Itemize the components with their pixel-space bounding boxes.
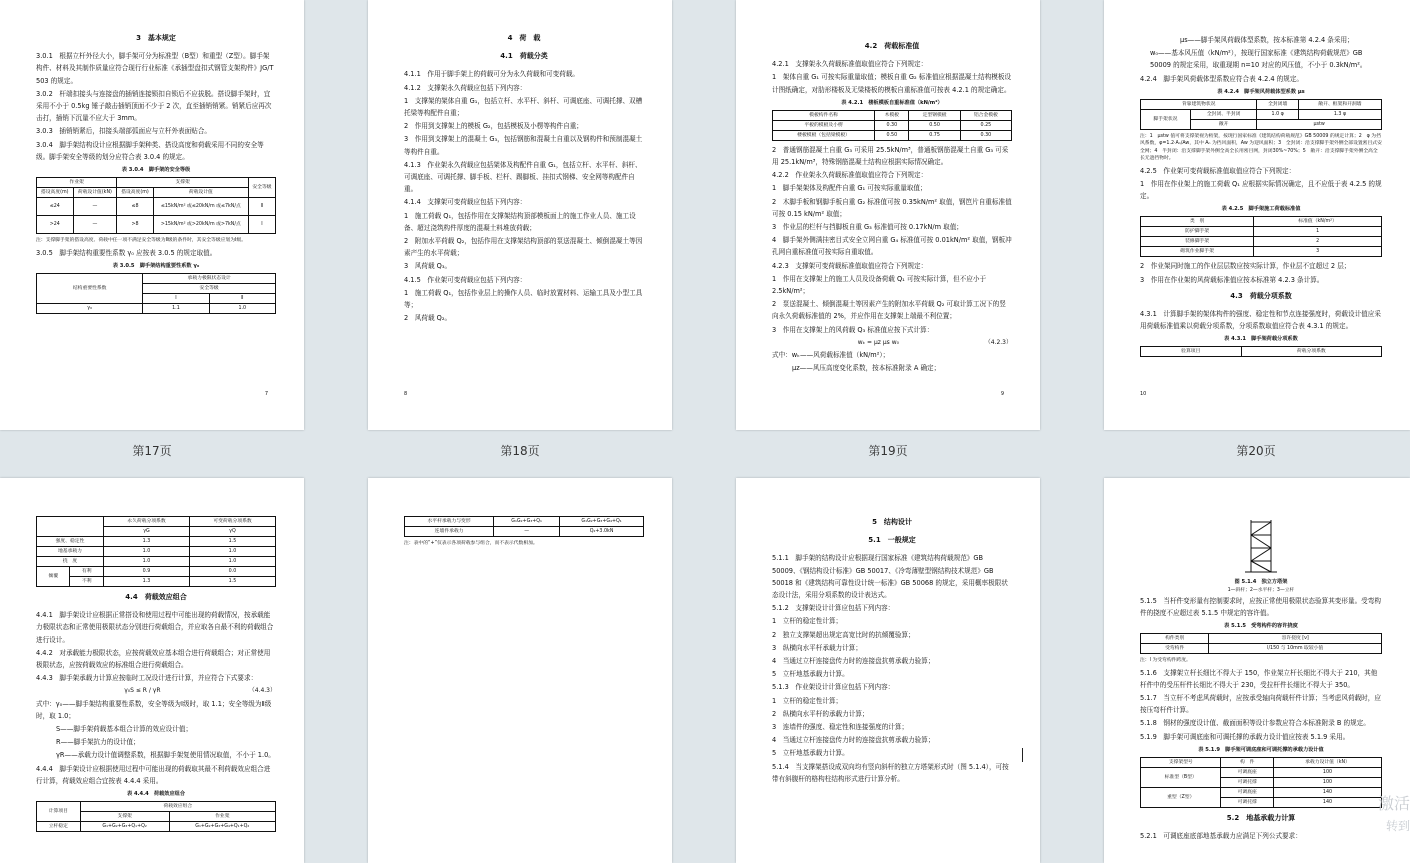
page-label[interactable]: 第17页 [132,444,172,458]
table-cell: Ⅱ [209,293,275,303]
table-cell: 1.3 [103,577,189,587]
table-cell: 可调托撑 [1221,797,1274,807]
table-cell: 搭设高度(m) [37,188,74,198]
table-cell: 木模板 [875,110,909,120]
table-cell: 140 [1274,797,1382,807]
paragraph: 5.1.3 作业架设计计算应包括下列内容： [772,683,895,692]
table-cell: 容许挠度 [ν] [1209,634,1382,644]
table-cell: 0.50 [909,120,960,130]
table-cell: Q₂+3.0kN [560,527,644,537]
table-cell: 构件类别 [1141,634,1209,644]
paragraph: 式中：wₖ——风荷载标准值（kN/m²）； [772,351,890,360]
paragraph: 3 连墙件的强度、稳定性和连接强度的计算； [772,723,909,732]
paragraph: 3.0.3 插销销紧后，扣接头端部弧面应与立杆外表面贴合。 [36,127,212,136]
table-cell: — [73,216,117,234]
page-number: 8 [404,390,408,397]
table-cell: 有利 [70,567,104,577]
paragraph: 4.4.4 脚手架设计应根据使用过程中可能出现的荷载取其最不利荷载效应组合进行计算，荷载效应组合宜按表 4.4.4 采用。 [36,764,271,785]
formula-row [772,337,1012,349]
paragraph: 式中：γ₀——脚手架结构重要性系数，安全等级为Ⅰ级时，取 1.1；安全等级为Ⅱ级时，取 1.0； [36,699,272,720]
table-cell: 受弯构件 [1141,644,1209,654]
table-caption: 表 4.2.5 脚手架施工荷载标准值 [1221,206,1301,213]
paragraph: 5.2.1 可调底座底部地基承载力应满足下列公式要求： [1140,832,1302,841]
paragraph: 2 附加水平荷载 Q₂，包括作用在支撑架结构顶部的泵送混凝土、倾倒混凝土等因素产生的水平荷载； [404,237,643,258]
formula: wₖ = μz μs w₀ [857,338,900,346]
table-cell: 可调托撑 [1221,777,1274,787]
table-cell: 1.0 [103,547,189,557]
table-cell: 构 件 [1221,757,1274,767]
paragraph: 3 作用到支撑架上的混凝土 G₃，包括钢筋和混凝土自重以及钢构件和预制混凝土等构件自重。 [404,135,643,156]
table-cell: ≤24 [37,198,74,216]
paragraph: 4.4.1 脚手架设计应根据正常搭设和使用过程中可能出现的荷载情况，按承载能力极限状态和正常使用极限状态分别进行荷载组合，并应取各自最不利的荷载组合进行设计。 [36,611,274,644]
page-21[interactable] [0,478,304,863]
paragraph: 3 纵横向水平杆承载力计算； [772,643,862,652]
table-cell: 荷载设计值(kN) [73,188,117,198]
table-cell: γQ [189,527,275,537]
paragraph: 3 风荷载 Q₃。 [404,262,452,271]
paragraph: 4.1.4 支撑架可变荷载应包括下列内容： [404,198,527,207]
paragraph: 4.4.2 对承载能力极限状态，应按荷载效应基本组合进行荷载组合；对正常使用极限状态，应按荷载效应的标准组合进行荷载组合。 [36,648,271,670]
table-cell: 0.30 [960,130,1011,140]
paragraph: R——脚手架抗力的设计值； [56,738,140,747]
table-cell: 1.0 φ [1257,109,1299,119]
table-cell: l/150 与 10mm 取较小值 [1209,644,1382,654]
page-23[interactable] [736,478,1040,863]
page-number: 9 [1000,390,1004,397]
table-cell: 0.30 [875,120,909,130]
wind-coefficient-table [1140,99,1382,130]
paragraph: 4 脚手架外侧满挂密目式安全立网自重 G₄ 标准值可按 0.01kN/m² 取值，钢板冲孔网自重标准值可按实际自重取值。 [772,236,1012,257]
paragraph: 2 纵横向水平杆的承载力计算； [772,709,869,718]
table-cell: ≤8 [117,198,154,216]
paragraph: 5.1.8 钢材的强度设计值、截面面积等设计参数应符合本标准附录 B 的规定。 [1140,719,1370,728]
table-cell: 全封闭、半封闭 [1190,109,1256,119]
table-cell: 连墙件承载力 [405,527,494,537]
table-cell: 1.1 [143,303,209,313]
paragraph: 5.1.2 支撑架设计计算应包括下列内容： [772,604,895,613]
chapter-title: 3 基本规定 [136,34,176,42]
table-cell: 1.5 [189,537,275,547]
paragraph: 2 作用到支撑架上的模板 G₂，包括模板及小楞等构件自重； [404,122,583,131]
paragraph: 1 架体自重 G₁ 可按实际重量取值；模板自重 G₂ 标准值应根据混凝土结构模板设计图纸确定，对肋形楼板及无梁楼板的模板自重标准值可按表 4.2.1 的规定确定。 [772,73,1012,94]
page-label[interactable]: 第18页 [500,444,540,458]
table-cell: 可变荷载分项系数 [189,517,275,527]
paragraph: 1 支撑架的架体自重 G₁，包括立杆、水平杆、斜杆、可调底座、可调托撑、双槽托梁等构配件自重； [404,96,643,118]
page-17[interactable] [0,0,304,430]
table-caption: 表 4.4.4 荷载效应组合 [126,791,186,798]
paragraph: S——脚手架荷载基本组合计算的效应设计值； [56,725,193,734]
table-caption: 表 4.3.1 脚手架荷载分项系数 [1224,336,1298,343]
table-cell: — [73,198,117,216]
section-title: 4.3 荷载分项系数 [1230,291,1292,300]
table-cell: 背靠建筑物状况 [1141,99,1257,109]
table-cell: 模板构件名称 [773,110,875,120]
page-18[interactable] [368,0,672,430]
formula-number: （4.2.3） [984,338,1012,346]
deflection-table [1140,633,1382,654]
paragraph: 5.1.9 脚手架可调底座和可调托撑的承载力设计值应按表 5.1.9 采用。 [1140,732,1350,741]
paragraph: 4.4.3 脚手架承载力计算应按临时工况设计进行计算，并应符合下式要求： [36,674,258,683]
table-cell: 100 [1274,767,1382,777]
paragraph: w₀——基本风压值（kN/m²），按现行国家标准《建筑结构荷载规范》GB 50009 的规定采用，取重现期 n=10 对应的风压值，不小于 0.3kN/m²。 [1150,49,1367,70]
partial-factor-table [36,516,276,587]
table-caption: 表 3.0.5 脚手架结构重要性系数 γ₀ [112,262,200,269]
paragraph: 1 作用在支撑架上的施工人员及设备荷载 Q₁ 可按实际计算，但不应小于 2.5kN/m²； [772,274,987,296]
formwork-weight-table [772,110,1012,141]
paragraph: 3 作业层的栏杆与挡脚板自重 G₃ 标准值可按 0.17kN/m 取值； [772,223,963,232]
table-cell: >15kN/m² 或>20kN/m 或>7kN/点 [153,216,248,234]
importance-factor-table [36,273,276,314]
paragraph: 4.1.1 作用于脚手架上的荷载可分为永久荷载和可变荷载。 [404,70,580,79]
paragraph: 4.3.1 计算脚手架的架体构件的强度、稳定性和节点连接强度时，荷载设计值应采用荷载标准值乘以荷载分项系数，分项系数取值应符合表 4.3.1 的规定。 [1140,310,1381,331]
tower-diagram-icon [1231,518,1291,574]
paragraph: 5.1.1 脚手架的结构设计应根据现行国家标准《建筑结构荷载规范》GB 50009、《钢结构设计标准》GB 50017、《冷弯薄壁型钢结构技术规范》GB 50018 和《建筑结构可靠性设计统一标准》GB 50068 的规定，采用概率极限状态设计法，采用分项系数的设计表达式。 [772,554,1008,600]
table-cell: Ⅰ [248,216,275,234]
safety-level-table [36,177,276,234]
paragraph: μs——脚手架风荷载体型系数，按本标准第 4.2.4 条采用； [1180,36,1354,44]
table-caption: 表 5.1.9 脚手架可调底座和可调托撑的承载力设计值 [1198,746,1324,753]
figure-caption: 图 5.1.4 独立方塔架 [1234,579,1288,586]
table-cell: G₁+G₂+G₃+Q₁+Q₂ [80,822,169,832]
table-cell: 0.0 [189,567,275,577]
table-cell: 楼板模板（包括梁模板） [773,130,875,140]
load-combination-table [36,801,276,832]
table-cell: 定型钢模板 [909,110,960,120]
table-cell: 不利 [70,577,104,587]
table-note: 注：1 μstw 值可将支撑架视为桁架，按现行国家标准《建筑结构荷载规范》GB 50009 的规定计算；2 φ 为挡风系数，φ=1.2·Aₙ/Aw，其中 Aₙ 为挡风面积，Aw 为迎风面积；3 全封闭：沿支撑脚手架外侧全部设置密目式安全网；4 半封闭：沿支撑脚手架外侧全高全长用密目网，封闭30%~70%；5 敞开：沿支撑脚手架外侧全高全长无遮挡物时。 [1140,133,1382,162]
paragraph: 1 作用在作业架上的施工荷载 Q₁ 应根据实际情况确定，且不应低于表 4.2.5 的规定。 [1140,180,1382,201]
table-cell: γG [103,527,189,537]
text-cursor [1022,748,1023,762]
paragraph: 3 作用在作业架的风荷载标准值应按本标准第 4.2.3 条计算。 [1140,275,1324,284]
section-title: 4.4 荷载效应组合 [125,593,187,601]
paragraph: 5.1.4 当支撑架搭设成双向均有竖向斜杆的独立方塔架形式时（图 5.1.4），可按带有斜腹杆的格构柱结构形式进行计算分析。 [772,762,1009,783]
paragraph: 2 泵送混凝土、倾倒混凝土等因素产生的附加水平荷载 Q₂ 可取计算工况下的竖向永久荷载标准值的 2%，并应作用在支撑架上端最不利位置； [772,300,1006,321]
table-cell: 敞开 [1190,119,1256,129]
table-cell: 承载力设计值（kN） [1274,757,1382,767]
table-cell: 平板的模板及小楞 [773,120,875,130]
table-cell: 可调底座 [1221,767,1274,777]
paragraph: 4.2.3 支撑架可变荷载标准值取值应符合下列规定： [772,261,928,270]
paragraph: 4.1.5 作业架可变荷载应包括下列内容： [404,275,527,284]
paragraph: 2 作业架同时施工的作业层层数应按实际计算，作业层不宜超过 2 层； [1140,262,1351,271]
paragraph: 1 立杆的稳定性计算； [772,696,843,705]
formula-number: （4.4.3） [248,687,276,695]
table-cell: 0.75 [909,130,960,140]
table-cell: 支撑架型号 [1141,757,1221,767]
table-cell: G₁+G₂+G₃+G₄+Q₁+Q₂ [169,822,275,832]
table-cell: 1.5 [189,577,275,587]
table-cell: 1 [1254,227,1382,237]
table-cell: 100 [1274,777,1382,787]
partial-factor-table-head [1140,346,1382,357]
activation-watermark: 转到 [1385,819,1410,833]
section-title: 5.1 一般规定 [868,536,916,545]
table-caption: 表 5.1.5 受弯构件的容许挠度 [1224,623,1298,630]
table-cell: 重型（Z型） [1141,787,1221,807]
table-cell: 作业架 [37,178,117,188]
table-cell: 作业架 [169,812,275,822]
paragraph: 4.2.4 脚手架风荷载体型系数应符合表 4.2.4 的规定。 [1140,74,1304,83]
chapter-title: 4 荷 载 [507,34,541,42]
table-cell: 标准型（B型） [1141,767,1221,787]
page-number: 7 [264,390,268,397]
activation-watermark: 激活 [1377,794,1410,813]
paragraph: 2 木脚手板和钢脚手板自重 G₂ 标准值可按 0.35kN/m² 取值，钢笆片自重标准值可按 0.15 kN/m² 取值； [772,197,1012,218]
table-cell [37,517,104,537]
table-caption: 表 4.2.1 楼板模板自重标准值（kN/m²） [841,99,943,106]
formula-row [36,685,276,697]
paragraph: 1 施工荷载 Q₁，包括作用在支撑架结构顶部模板面上的施工作业人员、施工设备、超过浇筑构件厚度的混凝土料堆放荷载； [404,211,636,232]
section-title: 5.2 地基承载力计算 [1226,813,1296,822]
paragraph: 5.1.7 当立杆不考虑风荷载时，应按承受轴向荷载杆件计算；当考虑风荷载时，应按压弯杆件计算。 [1140,694,1381,715]
table-cell: 安全等级 [143,283,276,293]
paragraph: 1 施工荷载 Q₁，包括作业层上的操作人员、临时放置材料、运输工具及小型工具等； [404,288,643,310]
paragraph: 3 作用在支撑架上的风荷载 Q₃ 标准值应按下式计算： [772,325,934,334]
table-cell: 0.9 [103,567,189,577]
table-cell: G₁G₂+G₃+G₄+Q₁ [560,517,644,527]
table-cell: >8 [117,216,154,234]
paragraph: 1 脚手架架体及构配件自重 G₁ 可按实际重量取值； [772,184,927,193]
paragraph: 4.1.2 支撑架永久荷载应包括下列内容： [404,83,527,92]
table-cell: 倾覆 [37,567,70,587]
table-cell: 荷载分项系数 [1241,347,1381,357]
paragraph: 5.1.6 支撑架立杆长细比不得大于 150，作业架立杆长细比不得大于 210，其他杆件中的受压杆件长细比不得大于 230，受拉杆件长细比不得大于 350。 [1140,668,1378,689]
table-cell: 1.0 [189,547,275,557]
table-cell: 防护脚手架 [1141,227,1254,237]
base-capacity-table [1140,757,1382,808]
table-cell: μstw [1257,119,1382,129]
table-cell: 挠 度 [37,557,104,567]
table-cell: 1.0 [189,557,275,567]
formula: γ₀S ≤ R / γR [124,687,161,695]
table-cell: 验算项目 [1141,347,1242,357]
table-cell: 0.25 [960,120,1011,130]
paragraph: 5 立杆地基承载力计算。 [772,749,849,758]
table-cell: >24 [37,216,74,234]
table-cell: 敞开、框架和开洞墙 [1299,99,1382,109]
paragraph: μz——风压高度变化系数，按本标准附录 A 确定； [792,364,941,373]
table-cell: 装修脚手架 [1141,237,1254,247]
table-cell: 强度、稳定性 [37,537,104,547]
table-cell: Ⅱ [248,198,275,216]
page-22[interactable] [368,478,672,863]
page-number: 10 [1140,390,1147,397]
table-cell: 全封闭墙 [1257,99,1299,109]
table-cell: 脚手架状况 [1141,109,1191,129]
paragraph: 4.2.5 作业架可变荷载标准值取值应符合下列规定： [1140,166,1296,175]
section-title: 4.1 荷载分类 [500,52,548,61]
page-19[interactable] [736,0,1040,430]
table-cell: 可调底座 [1221,787,1274,797]
paragraph: 2 普通钢筋混凝土自重 G₃ 可采用 25.5kN/m³，普通板钢筋混凝土自重 G₃ 可采用 25.1kN/m³，特殊钢筋混凝土结构应根据实际情况确定。 [772,145,1009,167]
paragraph: 3.0.1 根据立杆外径大小，脚手架可分为标准型（B型）和重型（Z型）。脚手架构件、材料及其制作质量应符合现行行业标准《承插型盘扣式钢管支架构件》JG/T 503 的规定。 [36,52,274,85]
paragraph: 1 立杆的稳定性计算； [772,617,843,626]
paragraph: 2 风荷载 Q₂。 [404,314,452,323]
table-cell: 1.3 [103,537,189,547]
table-cell: 2 [1254,237,1382,247]
table-cell: 结构重要性系数 [37,273,143,303]
table-cell: 铝合金模板 [960,110,1011,120]
table-cell: 地基承载力 [37,547,104,557]
table-cell: Ⅰ [143,293,209,303]
section-title: 4.2 荷载标准值 [864,42,920,50]
figure-legend: 1—斜杆；2—水平杆；3—立杆 [1227,588,1295,594]
table-cell: — [494,527,560,537]
table-cell: 标准值（kN/m²） [1254,217,1382,227]
table-cell: 安全等级 [248,178,275,198]
page-label[interactable]: 第19页 [868,444,908,458]
table-note: 注：表中的“+”仅表示各项荷载参与组合，而不表示代数相加。 [404,541,538,546]
paragraph: 4 当通过立杆连接盘传力时的连接盘抗剪承载力验算； [772,736,935,745]
table-cell: 1.3 φ [1299,109,1382,119]
table-cell: γ₀ [37,303,143,313]
tower-figure [1140,518,1382,595]
paragraph: 5.1.5 当杆件变形量有控制要求时，应按正常使用极限状态验算其变形量。受弯构件的挠度不应超过表 5.1.5 中规定的容许值。 [1140,596,1381,617]
paragraph: 3.0.5 脚手架结构重要性系数 γ₀ 应按表 3.0.5 的规定取值。 [36,248,217,257]
page-label[interactable]: 第20页 [1236,444,1276,458]
table-cell: 水平杆承载力与变形 [405,517,494,527]
table-cell: 永久荷载分项系数 [103,517,189,527]
paragraph: 4 当通过立杆连接盘传力时的连接盘抗剪承载力验算； [772,657,935,666]
table-note: 注：支撑脚手架的搭设高度、荷载中任一项不满足安全等级为Ⅱ级的条件时，其安全等级应划为Ⅰ级。 [36,238,247,244]
table-cell: 砌筑作业脚手架 [1141,247,1254,257]
paragraph: 3.0.4 脚手架结构设计应根据脚手架种类、搭设高度和荷载采用不同的安全等级。脚手架安全等级的划分应符合表 3.0.4 的规定。 [36,140,264,161]
table-caption: 表 3.0.4 脚手架的安全等级 [121,167,191,174]
paragraph: γR——承载力设计值调整系数，根据脚手架复使用情况取值，不小于 1.0。 [56,751,275,760]
paragraph: 4.2.2 作业架永久荷载标准值取值应符合下列规定： [772,171,928,180]
table-cell: 3 [1254,247,1382,257]
paragraph: 2 独立支撑架超出规定高宽比时的抗倾覆验算； [772,630,915,639]
chapter-title: 5 结构设计 [872,518,912,526]
table-cell: 荷载效应组合 [80,802,275,812]
table-cell: 计算项目 [37,802,81,822]
table-cell: 1.0 [103,557,189,567]
table-note: 注：l 为受弯构件跨度。 [1140,658,1191,664]
table-cell: 支撑架 [117,178,249,188]
table-cell: 类 别 [1141,217,1254,227]
paragraph: 3.0.2 杆端扣接头与连接盘的插销连接锁扣自锁后不应拔脱。搭设脚手架时，宜采用不小于 0.5kg 锤子敲击插销顶面不少于 2 次，直至插销销紧。销紧后应再次击打，插销下沉量不应大于 3mm。 [36,89,272,123]
paragraph: 4.2.1 支撑架永久荷载标准值取值应符合下列规定： [772,60,928,69]
load-combination-table-cont [404,516,644,537]
table-cell: 支撑架 [80,812,169,822]
page-20[interactable] [1104,0,1410,430]
paragraph: 4.1.3 作业架永久荷载应包括架体及构配件自重 G₁，包括立杆、水平杆、斜杆、可调底座、可调托撑、脚手板、栏杆、踢脚板、挂扣式钢梯、安全网等构配件自重。 [404,160,642,194]
table-caption: 表 4.2.4 脚手架风荷载体型系数 μs [1217,88,1305,95]
table-cell: 承载力极限状态设计 [143,273,276,283]
table-cell: 0.50 [875,130,909,140]
table-cell: G₁G₂+G₃+Q₁ [494,517,560,527]
paragraph: 5 立杆地基承载力计算。 [772,670,849,679]
table-cell: 1.0 [209,303,275,313]
table-cell: 荷载设计值 [153,188,248,198]
table-cell: ≤15kN/m² 或≤20kN/m 或≤7kN/点 [153,198,248,216]
construction-load-table [1140,216,1382,257]
page-24[interactable] [1104,478,1410,863]
table-cell: 140 [1274,787,1382,797]
table-cell: 搭设高度(m) [117,188,154,198]
table-cell: 立杆稳定 [37,822,81,832]
